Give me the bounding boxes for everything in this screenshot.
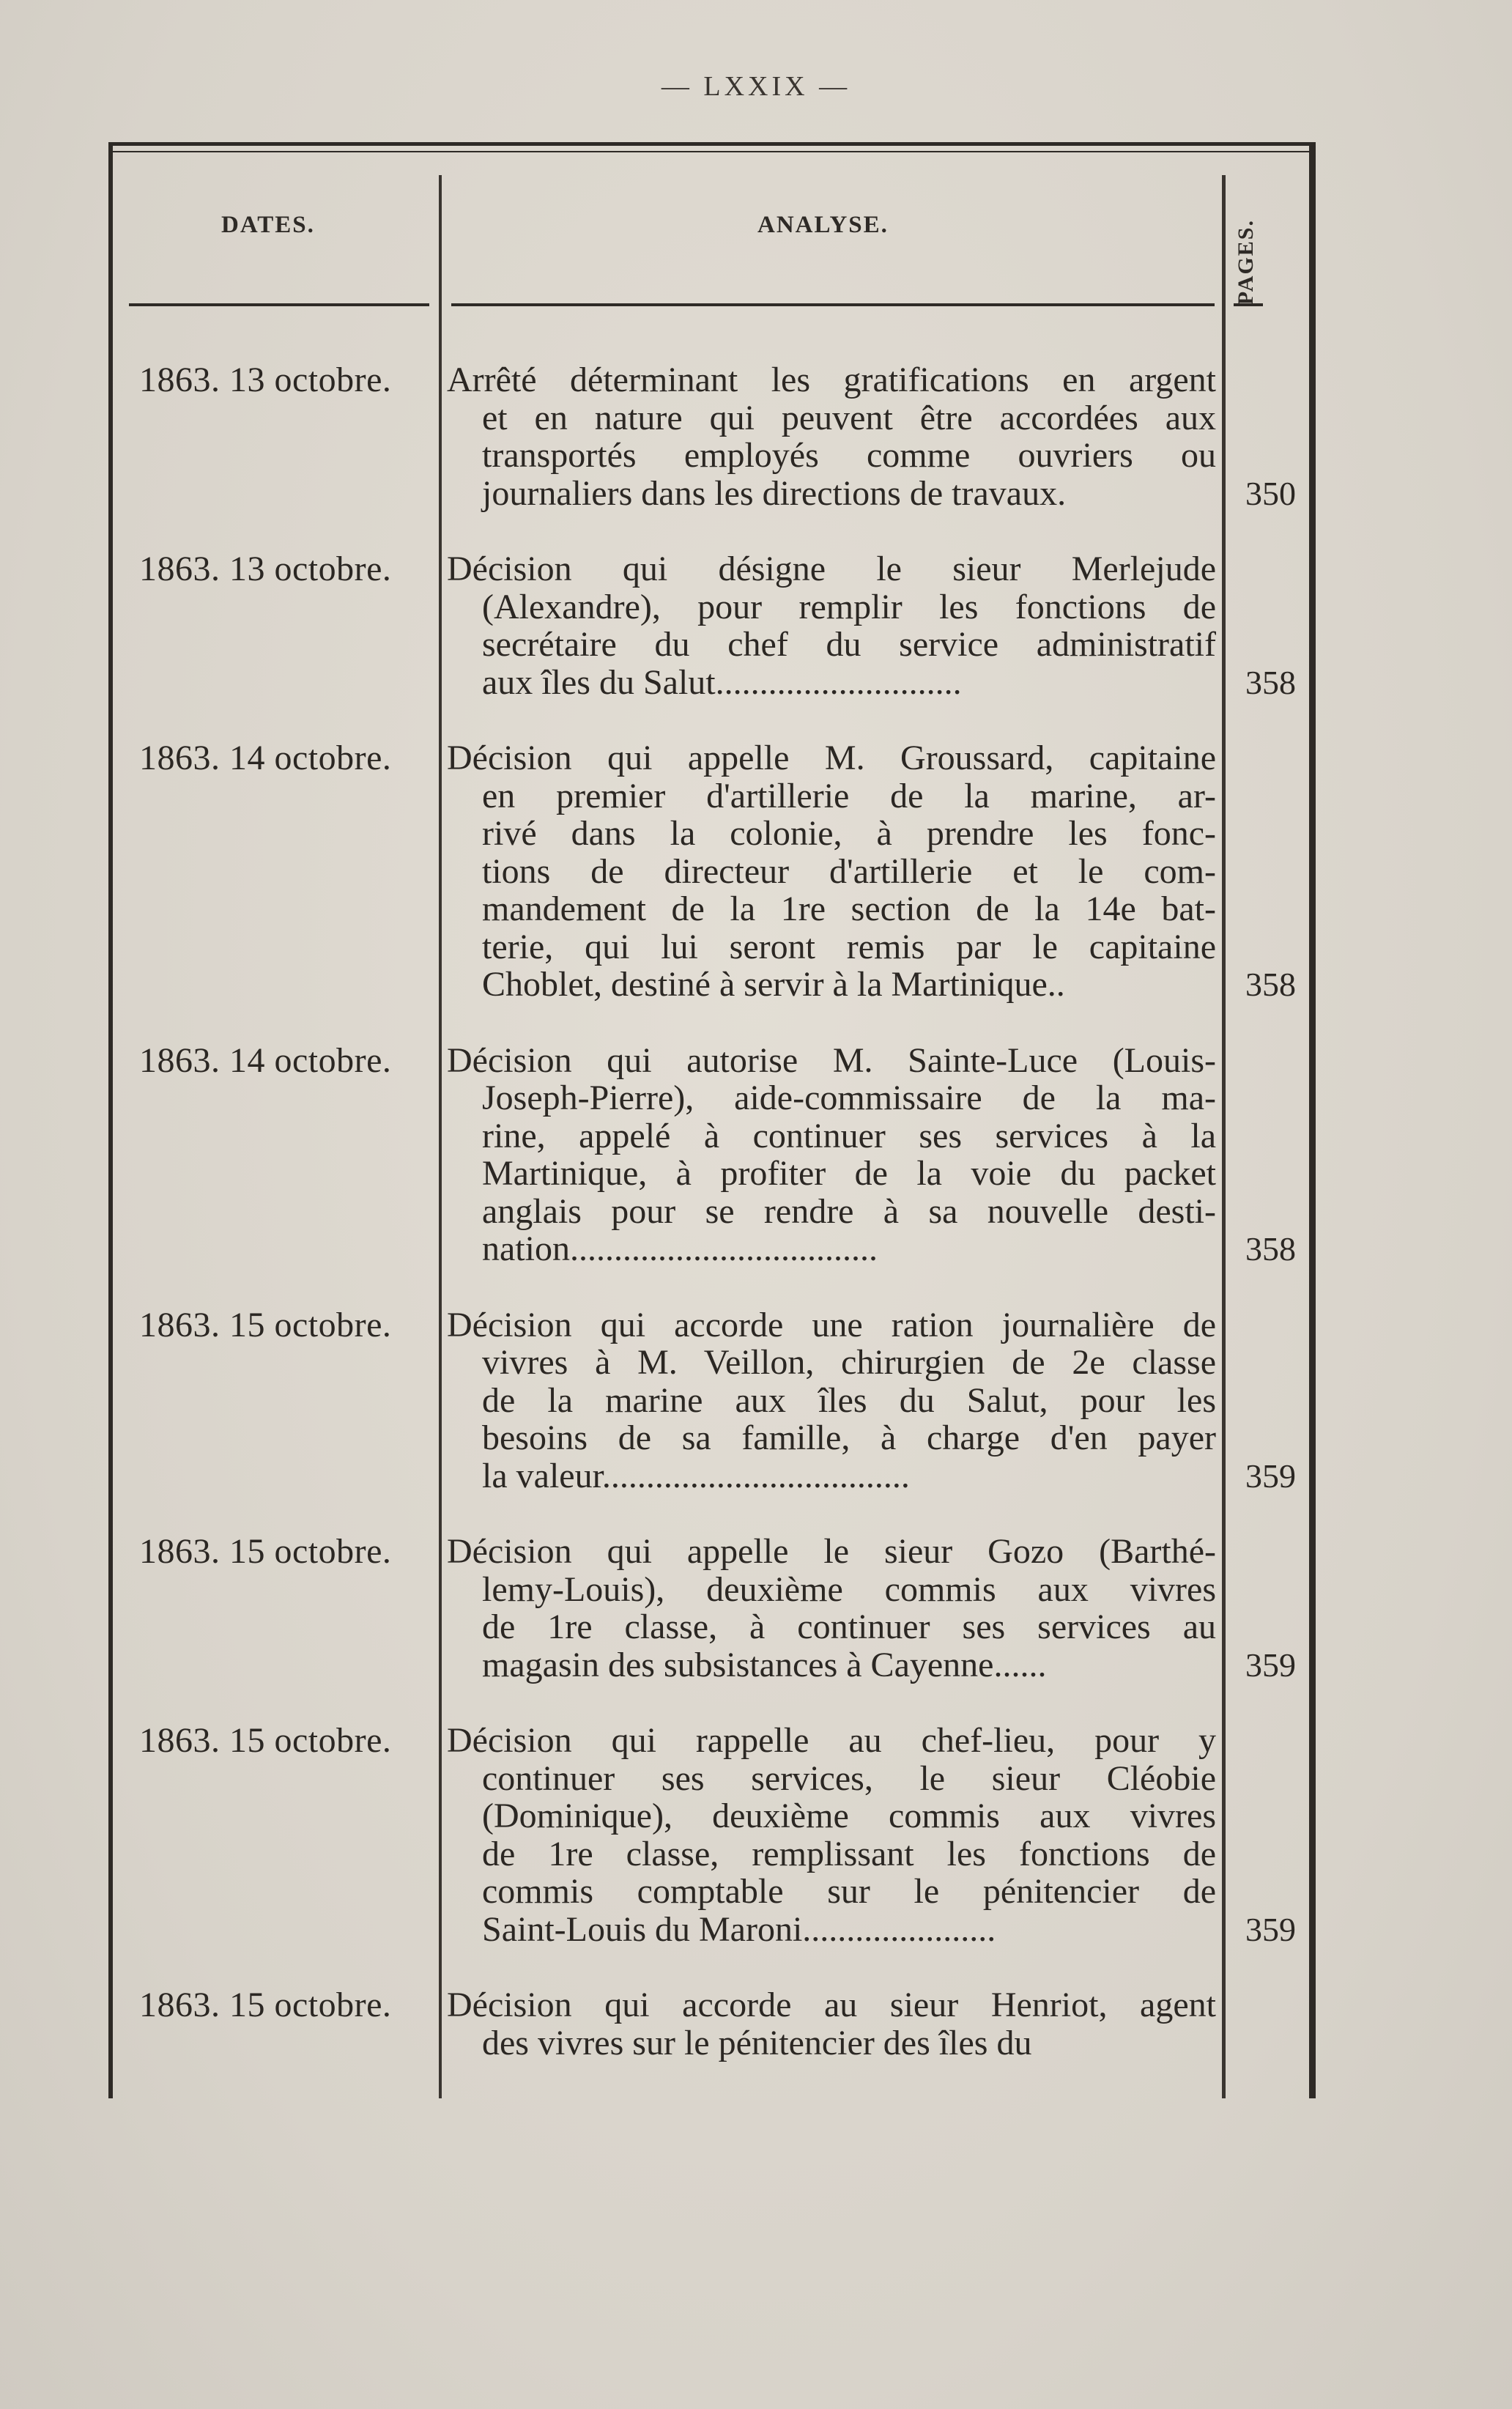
analysis-line: besoins de sa famille, à charge d'en payer (482, 1419, 1216, 1457)
entry-analysis (447, 1042, 1216, 1268)
analysis-line: continuer ses services, le sieur Cléobie (482, 1759, 1216, 1797)
analysis-line: et en nature qui peuvent être accordées aux (482, 399, 1216, 437)
analysis-line: Choblet, destiné à servir à la Martinique.. (482, 966, 1065, 1004)
analysis-line: (Dominique), deuxième commis aux vivres (482, 1797, 1216, 1835)
analysis-line: commis comptable sur le pénitencier de (482, 1873, 1216, 1911)
analysis-line: Décision qui rappelle au chef-lieu, pour y (447, 1722, 1216, 1760)
entry-date: 1863. 15 octobre. (139, 1721, 392, 1760)
analysis-line: Décision qui appelle M. Groussard, capitaine (447, 739, 1216, 777)
entry-page-ref: 359 (1245, 1646, 1296, 1684)
entry-analysis (447, 1306, 1216, 1495)
analysis-line: Décision qui accorde une ration journalière de (447, 1306, 1216, 1344)
analysis-line: transportés employés comme ouvriers ou (482, 437, 1216, 475)
analysis-line: Martinique, à profiter de la voie du packet (482, 1155, 1216, 1193)
analysis-line: Décision qui autorise M. Sainte-Luce (Louis- (447, 1041, 1216, 1079)
header-rule-dates (129, 303, 429, 306)
analysis-line: (Alexandre), pour remplir les fonctions de (482, 588, 1216, 626)
header-rule-analyse (451, 303, 1215, 306)
entry-page-ref: 358 (1245, 1230, 1296, 1268)
analysis-line: la valeur................................... (482, 1457, 910, 1495)
analysis-line: terie, qui lui seront remis par le capitaine (482, 928, 1216, 966)
column-divider-pages (1222, 175, 1226, 2098)
analysis-line: lemy-Louis), deuxième commis aux vivres (482, 1570, 1216, 1608)
entry-analysis (447, 739, 1216, 1004)
header-analyse: ANALYSE. (757, 212, 889, 238)
entry-page-ref: 359 (1245, 1910, 1296, 1948)
entry-date: 1863. 14 octobre. (139, 739, 392, 777)
analysis-line: magasin des subsistances à Cayenne...... (482, 1646, 1047, 1684)
chronological-table (108, 142, 1316, 2098)
analysis-line: aux îles du Salut............................ (482, 663, 962, 701)
header-pages: PAGES. (1234, 219, 1258, 306)
entry-date: 1863. 15 octobre. (139, 1305, 392, 1344)
entry-analysis (447, 361, 1216, 512)
analysis-line: Décision qui désigne le sieur Merlejude (447, 550, 1216, 588)
entry-analysis (447, 1986, 1216, 2062)
analysis-line: tions de directeur d'artillerie et le com- (482, 852, 1216, 890)
analysis-line: de 1re classe, remplissant les fonctions de (482, 1835, 1216, 1873)
entry-date: 1863. 13 octobre. (139, 549, 392, 588)
entry-date: 1863. 13 octobre. (139, 360, 392, 399)
header-dates: DATES. (221, 212, 315, 238)
analysis-line: Joseph-Pierre), aide-commissaire de la ma- (482, 1079, 1216, 1117)
analysis-line: mandement de la 1re section de la 14e bat- (482, 890, 1216, 928)
analysis-line: Décision qui accorde au sieur Henriot, agent (447, 1986, 1216, 2024)
entry-analysis (447, 550, 1216, 701)
entry-date: 1863. 15 octobre. (139, 1532, 392, 1571)
analysis-line: anglais pour se rendre à sa nouvelle desti- (482, 1192, 1216, 1230)
analysis-line: nation................................... (482, 1230, 878, 1268)
entry-page-ref: 358 (1245, 966, 1296, 1003)
entry-date: 1863. 14 octobre. (139, 1040, 392, 1080)
analysis-line: rivé dans la colonie, à prendre les fonc- (482, 815, 1216, 853)
analysis-line: journaliers dans les directions de travaux. (482, 474, 1067, 512)
analysis-line: en premier d'artillerie de la marine, ar- (482, 777, 1216, 815)
analysis-line: Décision qui appelle le sieur Gozo (Barthé- (447, 1533, 1216, 1571)
entry-analysis (447, 1533, 1216, 1684)
entry-analysis (447, 1722, 1216, 1948)
entry-page-ref: 359 (1245, 1457, 1296, 1495)
analysis-line: secrétaire du chef du service administratif (482, 626, 1216, 664)
analysis-line: de la marine aux îles du Salut, pour les (482, 1381, 1216, 1419)
analysis-line: Arrêté déterminant les gratifications en argent (447, 361, 1216, 399)
entry-page-ref: 350 (1245, 474, 1296, 512)
analysis-line: Saint-Louis du Maroni...................... (482, 1910, 996, 1948)
entry-date: 1863. 15 octobre. (139, 1986, 392, 2024)
analysis-line: vivres à M. Veillon, chirurgien de 2e classe (482, 1344, 1216, 1382)
entry-page-ref: 358 (1245, 663, 1296, 701)
column-divider-dates (439, 175, 442, 2098)
page-number: — LXXIX — (661, 71, 851, 102)
analysis-line: des vivres sur le pénitencier des îles du (482, 2024, 1032, 2062)
analysis-line: de 1re classe, à continuer ses services au (482, 1608, 1216, 1646)
analysis-line: rine, appelé à continuer ses services à la (482, 1117, 1216, 1155)
header-rule-pages (1234, 303, 1263, 306)
